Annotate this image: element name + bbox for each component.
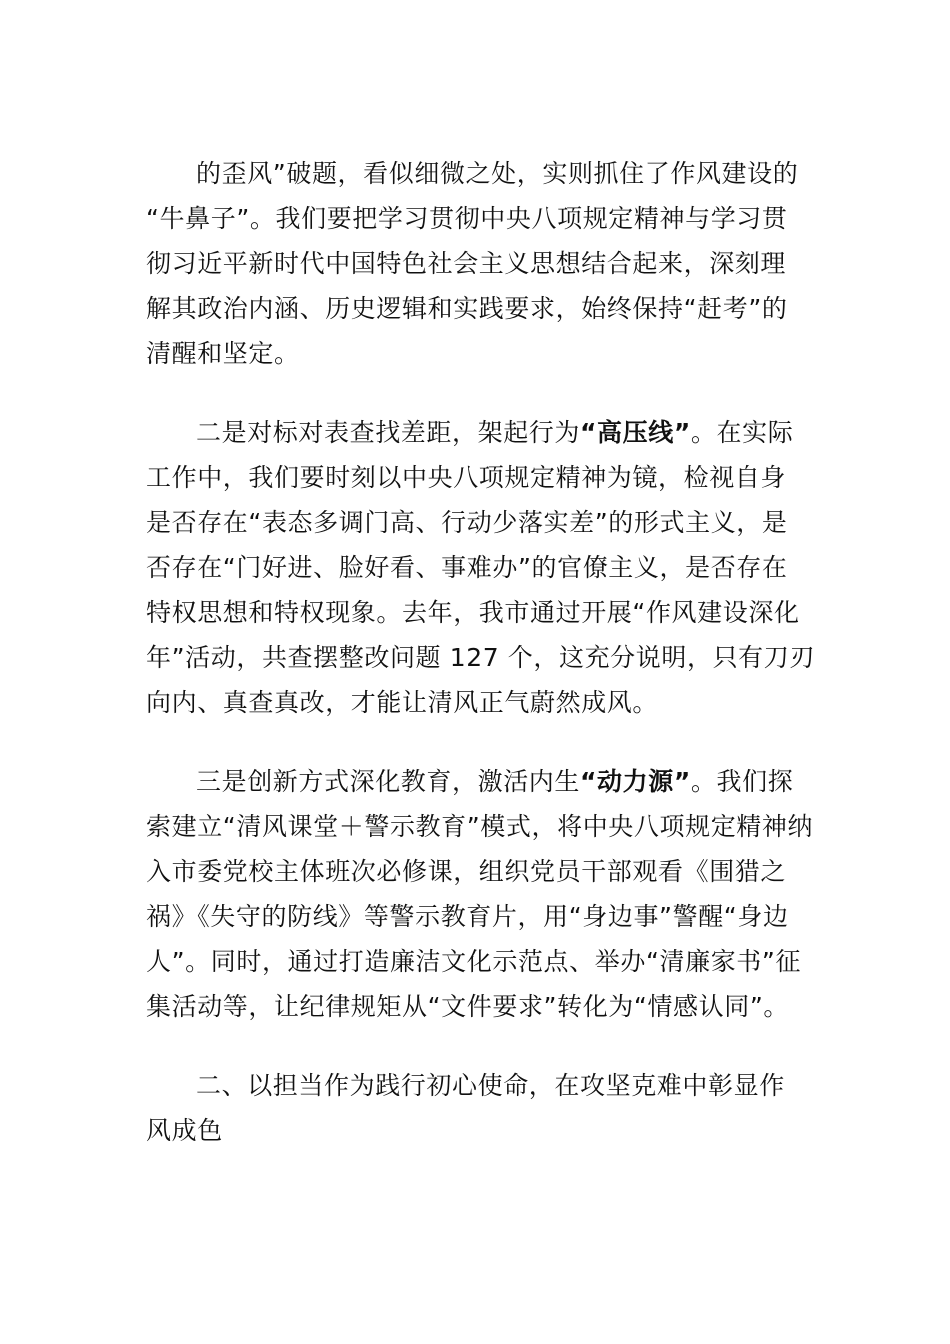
paragraph-1-line-2: “牛鼻子”。我们要把学习贯彻中央八项规定精神与学习贯 (146, 204, 788, 233)
section-heading-line-1: 二、以担当作为践行初心使命，在攻坚克难中彰显作 (196, 1071, 785, 1100)
paragraph-2-lead: 二是对标对表查找差距，架起行为 (196, 418, 581, 447)
paragraph-2-keyword: “高压线” (580, 418, 691, 447)
paragraph-3-line-6: 集活动等，让纪律规矩从“文件要求”转化为“情感认同”。 (146, 992, 790, 1021)
paragraph-2-line-5: 特权思想和特权现象。去年，我市通过开展“作风建设深化 (146, 598, 800, 627)
paragraph-3-line-5: 人”。同时，通过打造廉洁文化示范点、举办“清廉家书”征 (146, 947, 802, 976)
section-heading-line-2: 风成色 (146, 1116, 223, 1145)
paragraph-2-line-2: 工作中，我们要时刻以中央八项规定精神为镜，检视自身 (146, 463, 787, 492)
paragraph-2-line-3: 是否存在“表态多调门高、行动少落实差”的形式主义，是 (146, 508, 788, 537)
paragraph-1-line-1: 的歪风”破题，看似细微之处，实则抓住了作风建设的 (196, 159, 799, 188)
paragraph-3-tail: 。我们探 (690, 767, 794, 796)
paragraph-3-lead: 三是创新方式深化教育，激活内生 (196, 767, 581, 796)
paragraph-1-line-3: 彻习近平新时代中国特色社会主义思想结合起来，深刻理 (146, 249, 787, 278)
paragraph-2-line-6: 年”活动，共查摆整改问题 127 个，这充分说明，只有刀刃 (146, 643, 815, 672)
paragraph-1-line-5: 清醒和坚定。 (146, 339, 300, 368)
paragraph-3-line-2: 索建立“清风课堂＋警示教育”模式，将中央八项规定精神纳 (146, 812, 814, 841)
paragraph-1-line-4: 解其政治内涵、历史逻辑和实践要求，始终保持“赶考”的 (146, 294, 788, 323)
paragraph-3-line-4: 祸》《失守的防线》等警示教育片，用“身边事”警醒“身边 (146, 902, 789, 931)
paragraph-2-line-4: 否存在“门好进、脸好看、事难办”的官僚主义，是否存在 (146, 553, 788, 582)
paragraph-2-line-1 (196, 418, 793, 448)
paragraph-2-line-7: 向内、真查真改，才能让清风正气蔚然成风。 (146, 688, 659, 717)
paragraph-3-keyword: “动力源” (580, 767, 691, 796)
paragraph-3-line-1 (196, 767, 793, 797)
paragraph-3-line-3: 入市委党校主体班次必修课，组织党员干部观看《围猎之 (146, 857, 787, 886)
paragraph-2-tail: 。在实际 (690, 418, 794, 447)
